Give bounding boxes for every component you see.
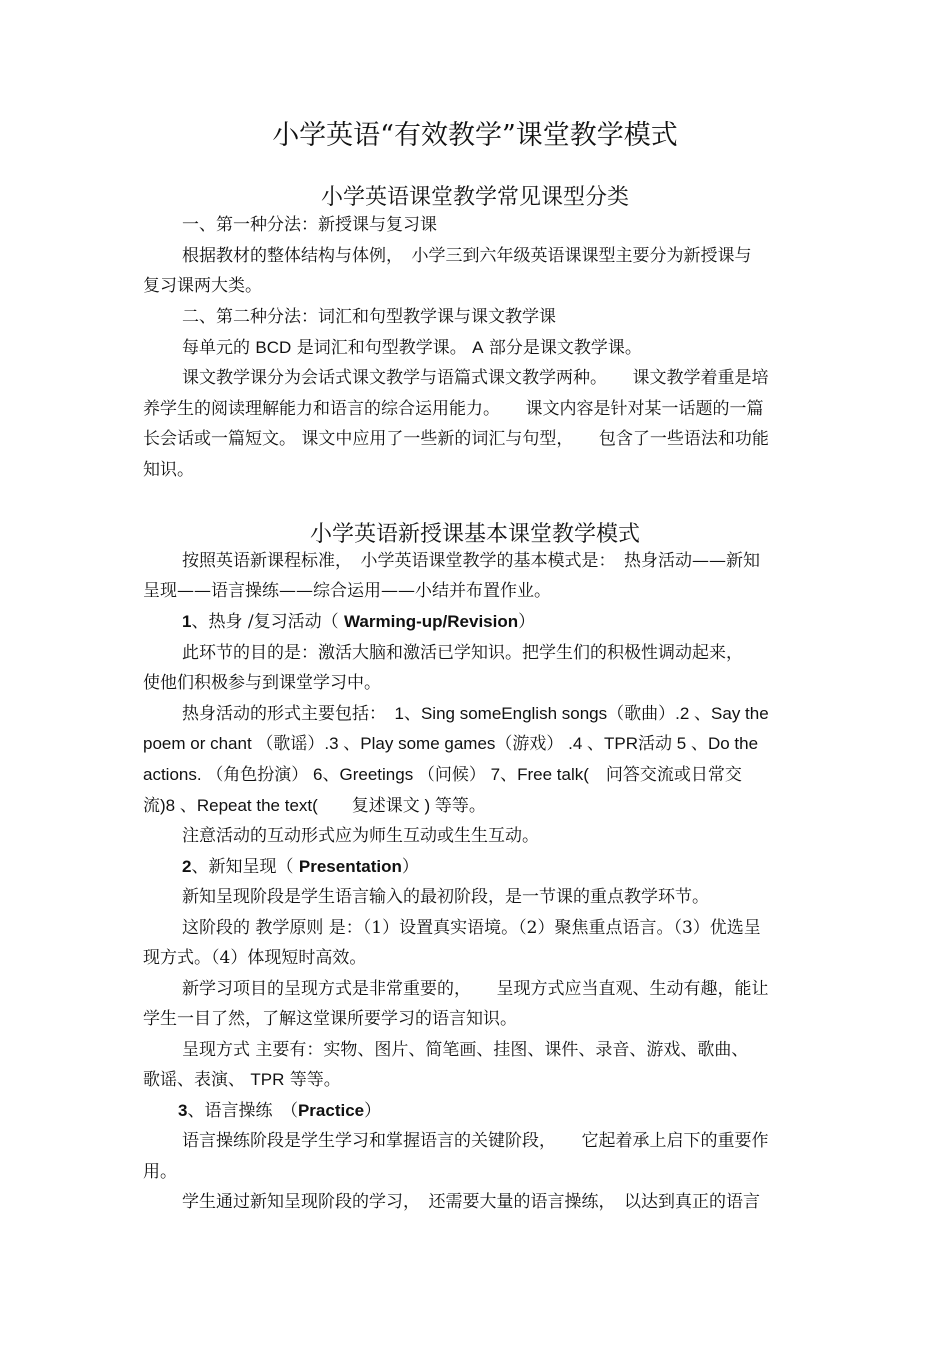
step-paren: ） (364, 1101, 382, 1121)
section-heading-model: 小学英语新授课基本课堂教学模式 (309, 522, 640, 547)
text-run: TPR (250, 1070, 285, 1089)
document-title: 小学英语“有效教学”课堂教学模式 (272, 120, 678, 151)
paragraph-line (143, 764, 742, 786)
text-run: BCD (255, 338, 292, 357)
step-title: 、新知呈现（ (191, 857, 299, 877)
section-heading-classification: 小学英语课堂教学常见课型分类 (320, 185, 629, 210)
step-paren: ） (401, 857, 419, 877)
paragraph-line: 学生通过新知呈现阶段的学习， 还需要大量的语言操练， 以达到真正的语言 (182, 1192, 760, 1212)
paragraph-line: 复习课两大类。 (143, 276, 262, 296)
text-run: poem or chant (143, 734, 257, 753)
text-run: )8 、Repeat the text( (160, 796, 318, 815)
text-run: 每单元的 (182, 338, 256, 358)
step-english-title: Presentation (298, 857, 402, 876)
paragraph-line: 长会话或一篇短文。 课文中应用了一些新的词汇与句型， 包含了一些语法和功能 (143, 429, 769, 449)
step-number: 2 (182, 857, 192, 876)
paragraph-line: 这阶段的 教学原则 是：（1）设置真实语境。（2）聚焦重点语言。（3）优选呈 (182, 918, 761, 938)
paragraph-line: 使他们积极参与到课堂学习中。 (143, 673, 381, 693)
step-paren: ） (518, 612, 536, 632)
step-english-title: Warming-up/Revision (344, 612, 519, 631)
step-title: 、热身 /复习活动（ (191, 612, 345, 632)
step-heading-presentation (182, 856, 419, 878)
paragraph-line: 呈现方式 主要有：实物、图片、简笔画、挂图、课件、录音、游戏、歌曲、 (182, 1040, 749, 1060)
paragraph-line: 新学习项目的呈现方式是非常重要的， 呈现方式应当直观、生动有趣，能让 (182, 979, 769, 999)
paragraph-line (143, 1069, 341, 1091)
paragraph-line: 呈现——语言操练——综合运用——小结并布置作业。 (143, 581, 551, 601)
step-english-title: Practice (297, 1101, 365, 1120)
paragraph-line: 语言操练阶段是学生学习和掌握语言的关键阶段， 它起着承上启下的重要作 (182, 1131, 769, 1151)
text-run: 等等。 (434, 796, 486, 816)
paragraph-line: 根据教材的整体结构与体例， 小学三到六年级英语课课型主要分为新授课与 (182, 246, 752, 266)
paragraph-line: 用。 (143, 1162, 177, 1182)
step-heading-practice (178, 1100, 381, 1122)
paragraph-line: 养学生的阅读理解能力和语言的综合运用能力。 课文内容是针对某一话题的一篇 (143, 399, 764, 419)
text-run: .2 、Say the (675, 704, 769, 723)
text-run: A (472, 338, 484, 357)
paragraph-line (143, 795, 486, 817)
step-title: 、语言操练 （ (187, 1101, 298, 1121)
text-run: （歌曲） (607, 704, 676, 724)
text-run: （游戏） (495, 734, 564, 754)
step-heading-warmup (182, 611, 535, 633)
text-run: 流 (143, 796, 160, 816)
text-run: 5 、Do the (672, 734, 759, 753)
paragraph-line: 知识。 (143, 460, 194, 480)
paragraph-line: 课文教学课分为会话式课文教学与语篇式课文教学两种。 课文教学着重是培 (182, 368, 769, 388)
paragraph-line: 新知呈现阶段是学生语言输入的最初阶段，是一节课的重点教学环节。 (182, 887, 709, 907)
step-number: 1 (182, 612, 192, 631)
text-run: （歌谣） (256, 734, 325, 754)
text-run: （角色扮演） (206, 765, 309, 785)
text-run: 是词汇和句型教学课。 (291, 338, 473, 358)
text-run: 问答交流或日常交 (588, 765, 742, 785)
text-run: 1、Sing someEnglish songs (394, 704, 608, 723)
text-run: 7、Free talk( (485, 765, 589, 784)
paragraph-line: 现方式。（4）体现短时高效。 (143, 948, 367, 968)
paragraph-line (182, 337, 642, 359)
text-run: 等等。 (284, 1070, 341, 1090)
paragraph-line: 注意活动的互动形式应为师生互动或生生互动。 (182, 826, 539, 846)
paragraph-line: 学生一目了然，了解这堂课所要学习的语言知识。 (143, 1009, 517, 1029)
paragraph-line: 此环节的目的是：激活大脑和激活已学知识。把学生们的积极性调动起来， (182, 643, 743, 663)
text-run: ) (419, 796, 435, 815)
text-run: 部分是课文教学课。 (483, 338, 642, 358)
step-number: 3 (178, 1101, 188, 1120)
text-run: 复述课文 (317, 796, 420, 816)
text-run: 活动 (638, 734, 673, 754)
text-run: .3 、Play some games (324, 734, 496, 753)
text-run: actions. (143, 765, 207, 784)
paragraph-line (182, 703, 769, 725)
paragraph-line: 二、第二种分法：词汇和句型教学课与课文教学课 (182, 307, 556, 327)
paragraph-line: 一、第一种分法：新授课与复习课 (182, 215, 437, 235)
text-run: .4 、TPR (563, 734, 639, 753)
text-run: 6、Greetings (308, 765, 418, 784)
paragraph-line (143, 733, 758, 755)
paragraph-line: 按照英语新课程标准， 小学英语课堂教学的基本模式是： 热身活动——新知 (182, 551, 760, 571)
text-run: 歌谣、表演、 (143, 1070, 251, 1090)
text-run: 热身活动的形式主要包括： (182, 704, 395, 724)
text-run: （问候） (417, 765, 486, 785)
